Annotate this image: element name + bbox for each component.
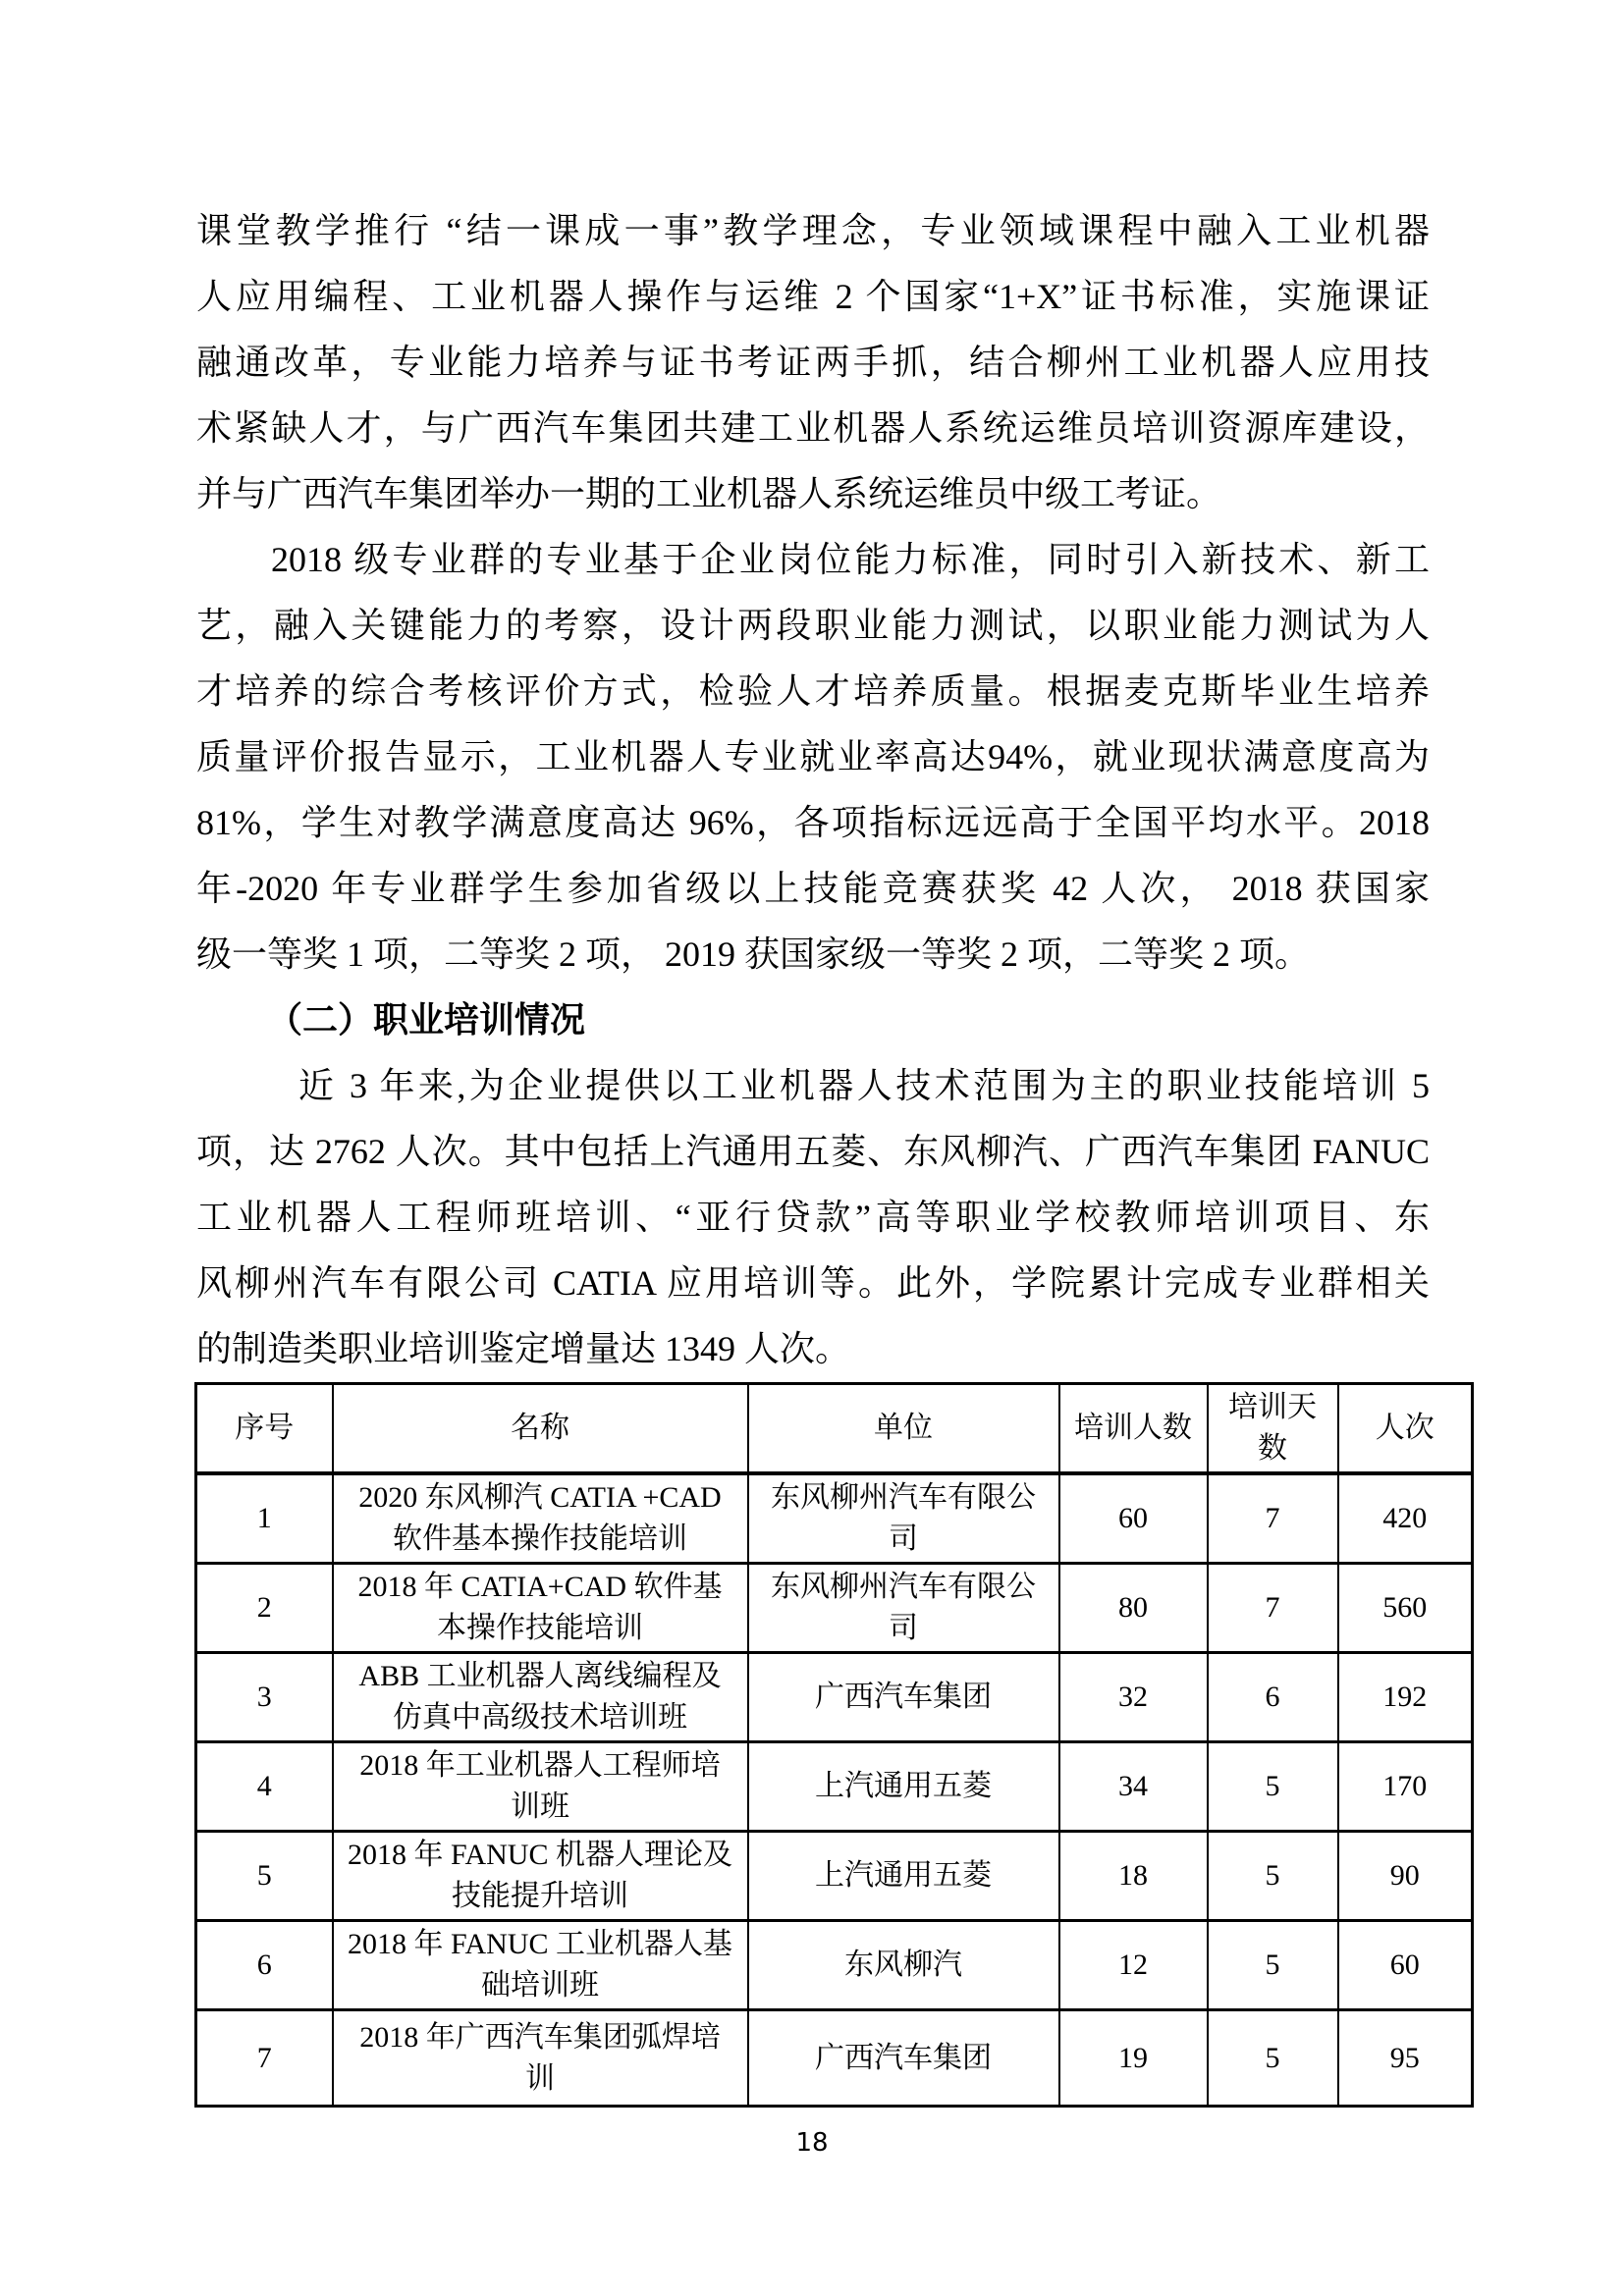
text-line: 风柳州汽车有限公司 CATIA 应用培训等。此外，学院累计完成专业群相关 bbox=[196, 1263, 1430, 1303]
table-cell: 4 bbox=[196, 1742, 333, 1832]
header-cell: 序号 bbox=[196, 1384, 333, 1474]
table-row bbox=[196, 1473, 1473, 1564]
text-line: 2018 级专业群的专业基于企业岗位能力标准，同时引入新技术、新工 bbox=[271, 540, 1430, 579]
table-cell: 32 bbox=[1059, 1653, 1208, 1742]
header-cell: 人次 bbox=[1338, 1384, 1473, 1474]
text-line: 课堂教学推行 “结一课成一事”教学理念，专业领域课程中融入工业机器 bbox=[196, 211, 1430, 250]
text-line: 年-2020 年专业群学生参加省级以上技能竞赛获奖 42 人次， 2018 获国家 bbox=[196, 869, 1430, 908]
table-cell: 1 bbox=[196, 1473, 333, 1564]
header-cell: 培训天数 bbox=[1208, 1384, 1338, 1474]
table-cell: 192 bbox=[1338, 1653, 1473, 1742]
table-cell: 560 bbox=[1338, 1564, 1473, 1653]
table-cell: 2018 年广西汽车集团弧焊培训 bbox=[333, 2010, 748, 2107]
training-table bbox=[194, 1382, 1474, 2108]
table-cell: 5 bbox=[1208, 1921, 1338, 2010]
table-cell: 东风柳州汽车有限公司 bbox=[748, 1564, 1059, 1653]
table-row bbox=[196, 1742, 1473, 1832]
table-cell: 18 bbox=[1059, 1832, 1208, 1921]
table-cell: 广西汽车集团 bbox=[748, 2010, 1059, 2107]
table-cell: 2 bbox=[196, 1564, 333, 1653]
table-cell: 7 bbox=[1208, 1473, 1338, 1564]
text-line: 术紧缺人才，与广西汽车集团共建工业机器人系统运维员培训资源库建设， bbox=[196, 408, 1430, 448]
table-cell: 5 bbox=[1208, 1742, 1338, 1832]
table-cell: 6 bbox=[1208, 1653, 1338, 1742]
table-header-row bbox=[196, 1384, 1473, 1474]
table-row bbox=[196, 1921, 1473, 2010]
header-cell: 培训人数 bbox=[1059, 1384, 1208, 1474]
table-cell: 60 bbox=[1059, 1473, 1208, 1564]
text-line: 81%，学生对教学满意度高达 96%，各项指标远远高于全国平均水平。2018 bbox=[196, 803, 1430, 842]
text-line: 项，达 2762 人次。其中包括上汽通用五菱、东风柳汽、广西汽车集团 FANUC bbox=[196, 1132, 1430, 1171]
table-cell: 2018 年 FANUC 机器人理论及技能提升培训 bbox=[333, 1832, 748, 1921]
table-cell: 5 bbox=[1208, 1832, 1338, 1921]
table-cell: 5 bbox=[1208, 2010, 1338, 2107]
table-row bbox=[196, 1832, 1473, 1921]
table-cell: 上汽通用五菱 bbox=[748, 1742, 1059, 1832]
table-row bbox=[196, 2010, 1473, 2107]
table-body bbox=[196, 1473, 1473, 2107]
text-line: 的制造类职业培训鉴定增量达 1349 人次。 bbox=[196, 1329, 851, 1368]
table-cell: 3 bbox=[196, 1653, 333, 1742]
text-line: 并与广西汽车集团举办一期的工业机器人系统运维员中级工考证。 bbox=[196, 474, 1222, 513]
section-heading: （二）职业培训情况 bbox=[267, 1000, 586, 1040]
table-header bbox=[196, 1384, 1473, 1474]
table-cell: 12 bbox=[1059, 1921, 1208, 2010]
table-row bbox=[196, 1653, 1473, 1742]
table-cell: 34 bbox=[1059, 1742, 1208, 1832]
table-cell: 2018 年工业机器人工程师培训班 bbox=[333, 1742, 748, 1832]
text-line: 融通改革，专业能力培养与证书考证两手抓，结合柳州工业机器人应用技 bbox=[196, 343, 1430, 382]
table-cell: 60 bbox=[1338, 1921, 1473, 2010]
table-cell: 6 bbox=[196, 1921, 333, 2010]
table-cell: 2018 年 CATIA+CAD 软件基本操作技能培训 bbox=[333, 1564, 748, 1653]
table-cell: 7 bbox=[1208, 1564, 1338, 1653]
text-line: 近 3 年来,为企业提供以工业机器人技术范围为主的职业技能培训 5 bbox=[298, 1066, 1430, 1105]
text-line: 艺，融入关键能力的考察，设计两段职业能力测试，以职业能力测试为人 bbox=[196, 606, 1430, 645]
text-line: 人应用编程、工业机器人操作与运维 2 个国家“1+X”证书标准，实施课证 bbox=[196, 277, 1430, 316]
table-cell: 上汽通用五菱 bbox=[748, 1832, 1059, 1921]
text-line: 质量评价报告显示，工业机器人专业就业率高达94%，就业现状满意度高为 bbox=[196, 737, 1430, 776]
table-cell: 90 bbox=[1338, 1832, 1473, 1921]
table-cell: 2020 东风柳汽 CATIA +CAD 软件基本操作技能培训 bbox=[333, 1473, 748, 1564]
text-line: 级一等奖 1 项，二等奖 2 项， 2019 获国家级一等奖 2 项，二等奖 2 项。 bbox=[196, 934, 1311, 974]
table-cell: 170 bbox=[1338, 1742, 1473, 1832]
table-cell: 东风柳州汽车有限公司 bbox=[748, 1473, 1059, 1564]
table-cell: 广西汽车集团 bbox=[748, 1653, 1059, 1742]
header-cell: 名称 bbox=[333, 1384, 748, 1474]
header-cell: 单位 bbox=[748, 1384, 1059, 1474]
table-cell: 2018 年 FANUC 工业机器人基础培训班 bbox=[333, 1921, 748, 2010]
table-cell: ABB 工业机器人离线编程及仿真中高级技术培训班 bbox=[333, 1653, 748, 1742]
table-cell: 80 bbox=[1059, 1564, 1208, 1653]
body-text bbox=[196, 198, 1430, 1382]
text-line: 才培养的综合考核评价方式，检验人才培养质量。根据麦克斯毕业生培养 bbox=[196, 671, 1430, 711]
table-row bbox=[196, 1564, 1473, 1653]
page-number: 18 bbox=[795, 2128, 829, 2158]
table-cell: 7 bbox=[196, 2010, 333, 2107]
table-cell: 19 bbox=[1059, 2010, 1208, 2107]
table-cell: 420 bbox=[1338, 1473, 1473, 1564]
text-line: 工业机器人工程师班培训、“亚行贷款”高等职业学校教师培训项目、东 bbox=[196, 1198, 1430, 1237]
table-cell: 5 bbox=[196, 1832, 333, 1921]
table-cell: 东风柳汽 bbox=[748, 1921, 1059, 2010]
table-cell: 95 bbox=[1338, 2010, 1473, 2107]
